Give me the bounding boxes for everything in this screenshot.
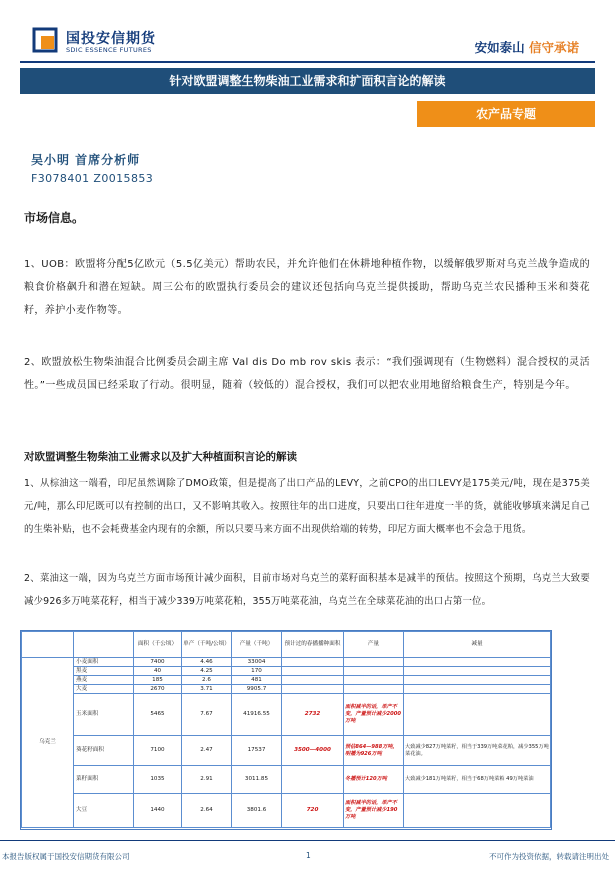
prod-cell xyxy=(344,685,404,694)
table-row xyxy=(22,694,551,736)
spring-cell: 3500—4000 xyxy=(282,736,344,766)
prod-cell: 面积减半的话，单产不变，产量预计减少190万吨 xyxy=(344,794,404,828)
header-rule xyxy=(20,61,595,63)
cut-cell xyxy=(404,685,551,694)
footer-rule xyxy=(0,840,615,841)
table-header-cell: 产量 xyxy=(344,632,404,658)
yield-cell: 2.91 xyxy=(182,766,232,794)
prod-cell: 预估864—988万吨，明播为926万吨 xyxy=(344,736,404,766)
table-row xyxy=(22,667,551,676)
prod-cell xyxy=(344,676,404,685)
crop-cell: 燕麦 xyxy=(74,676,134,685)
yield-cell: 2.6 xyxy=(182,676,232,685)
author-line: 吴小明 首席分析师 xyxy=(31,153,141,167)
copyright-notice: 本报告版权属于国投安信期货有限公司 xyxy=(2,852,130,861)
certificate-numbers: F3078401 Z0015853 xyxy=(31,172,154,185)
cut-cell xyxy=(404,667,551,676)
paragraph-4: 2、菜油这一端，因为乌克兰方面市场预计减少面积，目前市场对乌克兰的菜籽面积基本是减半的预估。按照这个预期，乌克兰大致要减少926多万吨菜花籽，相当于减少339万吨菜花粕，355万吨菜花油，乌克兰在全球菜花油的出口占第一位。 xyxy=(24,573,590,607)
cut-cell xyxy=(404,794,551,828)
logo-mark-icon xyxy=(32,27,60,53)
area-cell: 185 xyxy=(134,676,182,685)
output-cell: 41916.55 xyxy=(232,694,282,736)
crop-cell: 菜籽面积 xyxy=(74,766,134,794)
table-row xyxy=(22,676,551,685)
analysis-heading: 对欧盟调整生物柴油工业需求以及扩大种植面积言论的解读 xyxy=(24,451,297,463)
table-header-cell: 面积（千公顷） xyxy=(134,632,182,658)
yield-cell: 7.67 xyxy=(182,694,232,736)
crop-cell: 黑麦 xyxy=(74,667,134,676)
output-cell: 481 xyxy=(232,676,282,685)
slogan-part-b: 信守承诺 xyxy=(528,40,579,55)
output-cell: 33004 xyxy=(232,658,282,667)
crop-cell: 葵花籽面积 xyxy=(74,736,134,766)
paragraph-2: 2、欧盟放松生物柴油混合比例委员会副主席 Val dis Do mb rov skis 表示：“我们强调现有（生物燃料）混合授权的灵活性。”一些成员国已经采取了行动。很明显，随着（较低的）混合授权，我们可以把农业用地留给粮食生产，特别是今年。 xyxy=(24,357,590,391)
yield-cell: 2.47 xyxy=(182,736,232,766)
prod-cell xyxy=(344,658,404,667)
crop-cell: 大豆 xyxy=(74,794,134,828)
yield-cell: 2.64 xyxy=(182,794,232,828)
crop-cell: 玉米面积 xyxy=(74,694,134,736)
table-header-row xyxy=(22,632,551,658)
table-header-cell: 减量 xyxy=(404,632,551,658)
region-cell: 乌克兰 xyxy=(22,658,74,828)
spring-cell xyxy=(282,676,344,685)
cut-cell xyxy=(404,658,551,667)
page-number: 1 xyxy=(306,851,311,860)
spring-cell xyxy=(282,658,344,667)
yield-cell: 4.25 xyxy=(182,667,232,676)
table-row xyxy=(22,766,551,794)
market-info-heading: 市场信息。 xyxy=(24,211,85,225)
spring-cell: 720 xyxy=(282,794,344,828)
output-cell: 17537 xyxy=(232,736,282,766)
category-tag: 农产品专题 xyxy=(417,101,595,127)
table-row xyxy=(22,685,551,694)
logo-chinese-name: 国投安信期货 xyxy=(66,31,156,47)
area-cell: 1440 xyxy=(134,794,182,828)
crop-cell: 大麦 xyxy=(74,685,134,694)
table-header-cell: 预计过的春播播种面积 xyxy=(282,632,344,658)
table-row xyxy=(22,794,551,828)
disclaimer-notice: 不可作为投资依据，转载请注明出处 xyxy=(489,852,609,861)
table-header-cell: 单产（千吨/公顷） xyxy=(182,632,232,658)
area-cell: 7100 xyxy=(134,736,182,766)
area-cell: 40 xyxy=(134,667,182,676)
output-cell: 9905.7 xyxy=(232,685,282,694)
table-header-cell: 产量（千吨） xyxy=(232,632,282,658)
crop-cell: 小麦面积 xyxy=(74,658,134,667)
area-cell: 7400 xyxy=(134,658,182,667)
company-logo xyxy=(32,27,472,59)
cut-cell: 大致减少181万吨菜籽，相当于68万吨菜粕 49万吨菜油 xyxy=(404,766,551,794)
prod-cell: 面积减半的话，单产不变，产量预计减少2000万吨 xyxy=(344,694,404,736)
cut-cell xyxy=(404,694,551,736)
output-cell: 3011.85 xyxy=(232,766,282,794)
area-cell: 5465 xyxy=(134,694,182,736)
area-cell: 1035 xyxy=(134,766,182,794)
table-header-cell xyxy=(22,632,74,658)
slogan xyxy=(475,38,579,56)
area-cell: 2670 xyxy=(134,685,182,694)
output-cell: 170 xyxy=(232,667,282,676)
prod-cell xyxy=(344,667,404,676)
spring-cell: 2732 xyxy=(282,694,344,736)
table-header-cell xyxy=(74,632,134,658)
spring-cell xyxy=(282,766,344,794)
cut-cell xyxy=(404,676,551,685)
yield-cell: 4.46 xyxy=(182,658,232,667)
yield-cell: 3.71 xyxy=(182,685,232,694)
cut-cell: 大致减少827万吨菜籽，相当于339万吨菜花粕，减少355万吨菜花油。 xyxy=(404,736,551,766)
prod-cell: 冬播预计120万吨 xyxy=(344,766,404,794)
slogan-part-a: 安如泰山 xyxy=(474,40,525,55)
logo-english-name: SDIC ESSENCE FUTURES xyxy=(66,46,152,54)
table-row xyxy=(22,736,551,766)
table-row xyxy=(22,658,551,667)
output-cell: 3801.6 xyxy=(232,794,282,828)
paragraph-3: 1、从棕油这一端看，印尼虽然调除了DMO政策，但是提高了出口产品的LEVY，之前CPO的出口LEVY是175美元/吨，现在是375美元/吨，那么印尼既可以有控制的出口，又不影响其收入。按照往年的出口进度，只要出口往年进度一半的货，就能收够填来满足自己的生柴补贴，也不会耗费基金内现有的余额，所以只要马来方面不出现供给端的转势，印尼方面大概率也不会急于甩货。 xyxy=(24,478,590,535)
ukraine-crop-table xyxy=(20,630,552,830)
paragraph-1: 1、UOB：欧盟将分配5亿欧元（5.5亿美元）帮助农民，并允许他们在休耕地种植作物，以缓解俄罗斯对乌克兰战争造成的粮食价格飙升和潜在短缺。周三公布的欧盟执行委员会的建议还包括向乌克兰提供援助，帮助乌克兰农民播种玉米和葵花籽，养护小麦作物等。 xyxy=(24,259,590,316)
spring-cell xyxy=(282,667,344,676)
spring-cell xyxy=(282,685,344,694)
report-title: 针对欧盟调整生物柴油工业需求和扩面积言论的解读 xyxy=(20,68,595,94)
